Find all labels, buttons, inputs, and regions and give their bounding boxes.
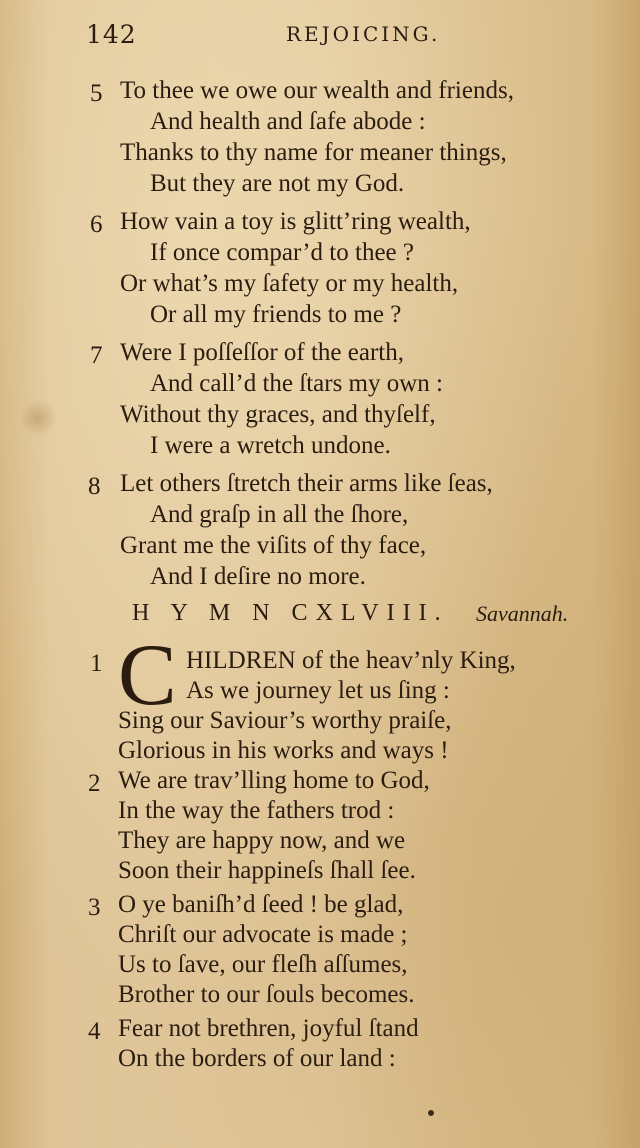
verse-line: But they are not my God.	[150, 170, 405, 197]
verse-line: Grant me the viſits of thy face,	[120, 532, 427, 559]
verse-line: And health and ſafe abode :	[150, 108, 426, 135]
hymn-heading	[132, 600, 592, 634]
verse-line: And I deſire no more.	[150, 563, 366, 590]
verse-line: Let others ſtretch their arms like ſeas,	[120, 470, 493, 497]
stanza-number: 7	[90, 342, 103, 369]
hymn-title: H Y M N CXLVIII.	[132, 600, 449, 626]
stanza-number: 5	[90, 80, 103, 107]
tune-name: Savannah.	[476, 601, 569, 626]
verse-line: Or all my friends to me ?	[150, 301, 402, 328]
verse-line: We are trav’lling home to God,	[118, 767, 430, 794]
verse-number: 2	[88, 770, 101, 797]
verse-line: In the way the fathers trod :	[118, 797, 395, 824]
verse-line: O ye baniſh’d ſeed ! be glad,	[118, 891, 404, 918]
verse-line: Glorious in his works and ways !	[118, 737, 449, 764]
verse-line: Thanks to thy name for meaner things,	[120, 139, 507, 166]
page-number: 142	[86, 20, 137, 49]
verse-line: On the borders of our land :	[118, 1045, 396, 1072]
verse-line: Sing our Saviour’s worthy praiſe,	[118, 707, 452, 734]
verse-line: How vain a toy is glitt’ring wealth,	[120, 208, 471, 235]
verse-line: Fear not brethren, joyful ſtand	[118, 1015, 419, 1042]
page-header	[86, 20, 586, 52]
running-head: REJOICING.	[286, 22, 441, 46]
verse-number: 1	[90, 650, 103, 677]
verse-line: Soon their happineſs ſhall ſee.	[118, 857, 416, 884]
verse-line: Brother to our ſouls becomes.	[118, 981, 415, 1008]
verse-number: 3	[88, 894, 101, 921]
verse-line: To thee we owe our wealth and friends,	[120, 77, 514, 104]
verse-line: And graſp in all the ſhore,	[150, 501, 409, 528]
stanza-number: 8	[88, 473, 101, 500]
verse-line: I were a wretch undone.	[150, 432, 391, 459]
verse-number: 4	[88, 1018, 101, 1045]
verse-line: Chriſt our advocate is made ;	[118, 921, 408, 948]
verse-line: Us to ſave, our fleſh aſſumes,	[118, 951, 408, 978]
verse-line: Were I poſſeſſor of the earth,	[120, 339, 404, 366]
printer-dot	[428, 1110, 434, 1116]
verse-line: As we journey let us ſing :	[186, 677, 450, 704]
paper-stain	[20, 398, 56, 438]
verse-line: Or what’s my ſafety or my health,	[120, 270, 459, 297]
stanza-number: 6	[90, 211, 103, 238]
verse-line: Without thy graces, and thyſelf,	[120, 401, 436, 428]
verse-line: If once compar’d to thee ?	[150, 239, 414, 266]
verse-line: They are happy now, and we	[118, 827, 406, 854]
verse-line: HILDREN of the heav’nly King,	[186, 647, 516, 674]
verse-line: And call’d the ſtars my own :	[150, 370, 443, 397]
drop-cap: C	[118, 627, 177, 724]
